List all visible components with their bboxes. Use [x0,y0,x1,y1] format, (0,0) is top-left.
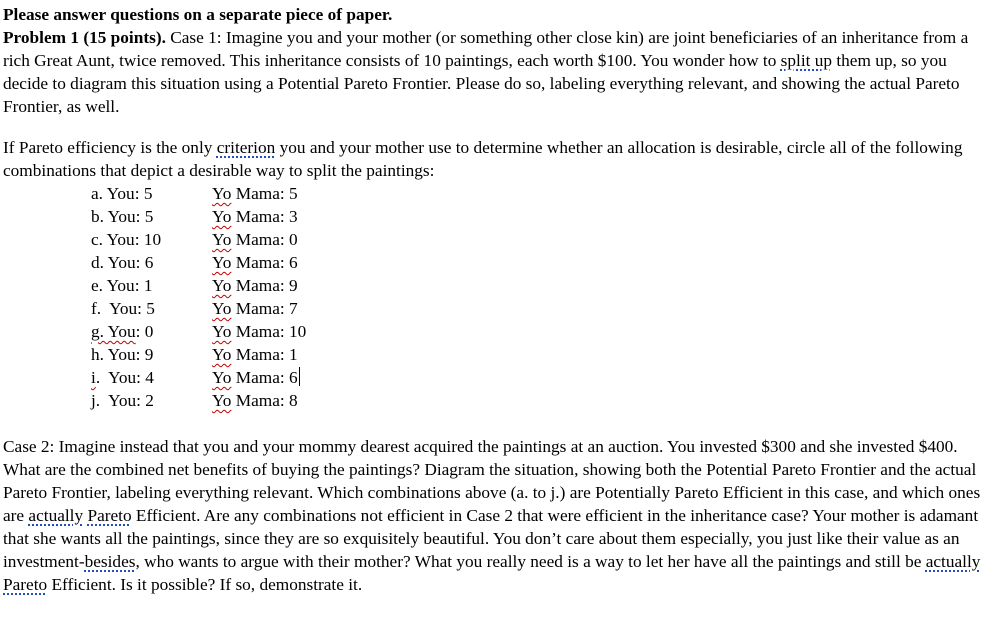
choice-mama [212,251,298,274]
question-criterion: criterion [216,138,276,157]
case2-pareto-2: Pareto [3,575,48,594]
choice-you: a. You: 5 [91,184,153,203]
case2-paragraph [3,435,981,596]
choice-mama [212,343,298,366]
choice-yo: Yo [212,345,232,364]
choice-yo: Yo [212,276,232,295]
choice-mama-value: Mama: 1 [231,345,298,364]
choice-mama [212,297,298,320]
choices-list [91,182,981,412]
question-tail: you and your mother use to determine whether an allocation is desirable, circle all of the following combinations that depict a desirable way to split the paintings: [3,138,963,180]
choice-yo: Yo [212,230,232,249]
choice-mama-value: Mama: 9 [231,276,298,295]
instruction-text: Please answer questions on a separate piece of paper. [3,5,393,24]
choice-mama [212,274,298,297]
choice-mama-value: Mama: 0 [231,230,298,249]
choice-you [91,366,212,389]
paragraph-gap [3,412,981,435]
choice-e [91,274,981,297]
document-page [3,3,981,596]
choice-yo: Yo [212,391,232,410]
choice-you: b. You: 5 [91,207,154,226]
choice-i-letter: i [91,368,96,387]
choice-yo: Yo [212,322,232,341]
choice-you: c. You: 10 [91,230,162,249]
choice-mama [212,320,306,343]
choice-yo: Yo [212,184,232,203]
choice-g [91,320,981,343]
case1-lead: Case 1: Imagine you and your mother (or something other close kin) are joint beneficiaries of an inheritance from a rich Great Aunt, twice removed. This inheritance consists of 10 paintings, each worth $100. You wonder how to [3,28,969,70]
choice-yo: Yo [212,299,232,318]
choice-a [91,182,981,205]
choice-mama-value: Mama: 10 [231,322,307,341]
choice-mama [212,366,300,389]
choice-c [91,228,981,251]
choice-yo: Yo [212,368,232,387]
choice-you: f. You: 5 [91,299,155,318]
choice-you: d. You: 6 [91,253,154,272]
case1-split-up: split up [780,51,833,70]
choice-mama-value: Mama: 8 [231,391,298,410]
choice-i [91,366,981,389]
case2-text4: Efficient. Is it possible? If so, demonstrate it. [47,575,363,594]
case2-text1: Case 2: Imagine instead that you and your mommy dearest acquired the paintings at an auction. You invested $300 and she invested $400. What are the combined net benefits of buying the paintings? Diagram the situation, showing both the Potential Pareto Frontier and the actual Pareto Frontier, labeling everything relevant. Which combinations above (a. to j.) are Potentially Pareto Efficient in this case, and which ones are [3,437,981,525]
case2-text2: Efficient. Are any combinations not efficient in Case 2 that were efficient in the inheritance case? Your mother is adamant that she wants all the paintings, since they are so exquisitely beautiful. You don’t care about them especially, you just like their value as an investment- [3,506,979,571]
choice-you: j. You: 2 [91,391,154,410]
case1-tail: them up, so you decide to diagram this situation using a Potential Pareto Frontier. Please do so, labeling everything relevant, and showing the actual Pareto Frontier, as well. [3,51,960,116]
case2-text3: , who wants to argue with their mother? What you really need is a way to let her have all the paintings and still be [135,552,926,571]
choice-you: e. You: 1 [91,276,153,295]
choice-mama [212,389,298,412]
case2-actually-1: actually [28,506,84,525]
choice-mama-value: Mama: 6 [231,368,298,387]
instruction-line [3,3,981,26]
choice-you [91,320,212,343]
choice-mama [212,182,298,205]
choice-g-you-value: : 0 [135,322,154,341]
choice-you: h. You: 9 [91,345,154,364]
case2-actually-2: actually [925,552,981,571]
choice-mama-value: Mama: 5 [231,184,298,203]
choice-j [91,389,981,412]
choice-i-you-value: . You: 4 [95,368,154,387]
choice-d [91,251,981,274]
question-lead: If Pareto efficiency is the only [3,138,217,157]
choice-yo: Yo [212,207,232,226]
choice-g-you: g. You [91,322,136,341]
choice-mama-value: Mama: 6 [231,253,298,272]
case2-besides: besides [84,552,136,571]
choice-mama [212,228,298,251]
paragraph-gap [3,118,981,136]
question-paragraph [3,136,981,182]
choice-h [91,343,981,366]
case2-pareto-1: Pareto [87,506,132,525]
choice-mama-value: Mama: 7 [231,299,298,318]
choice-mama [212,205,298,228]
choice-f [91,297,981,320]
problem-title: Problem 1 (15 points). [3,28,166,47]
choice-yo: Yo [212,253,232,272]
choice-mama-value: Mama: 3 [231,207,298,226]
text-cursor [299,367,300,386]
problem-paragraph [3,26,981,118]
choice-b [91,205,981,228]
